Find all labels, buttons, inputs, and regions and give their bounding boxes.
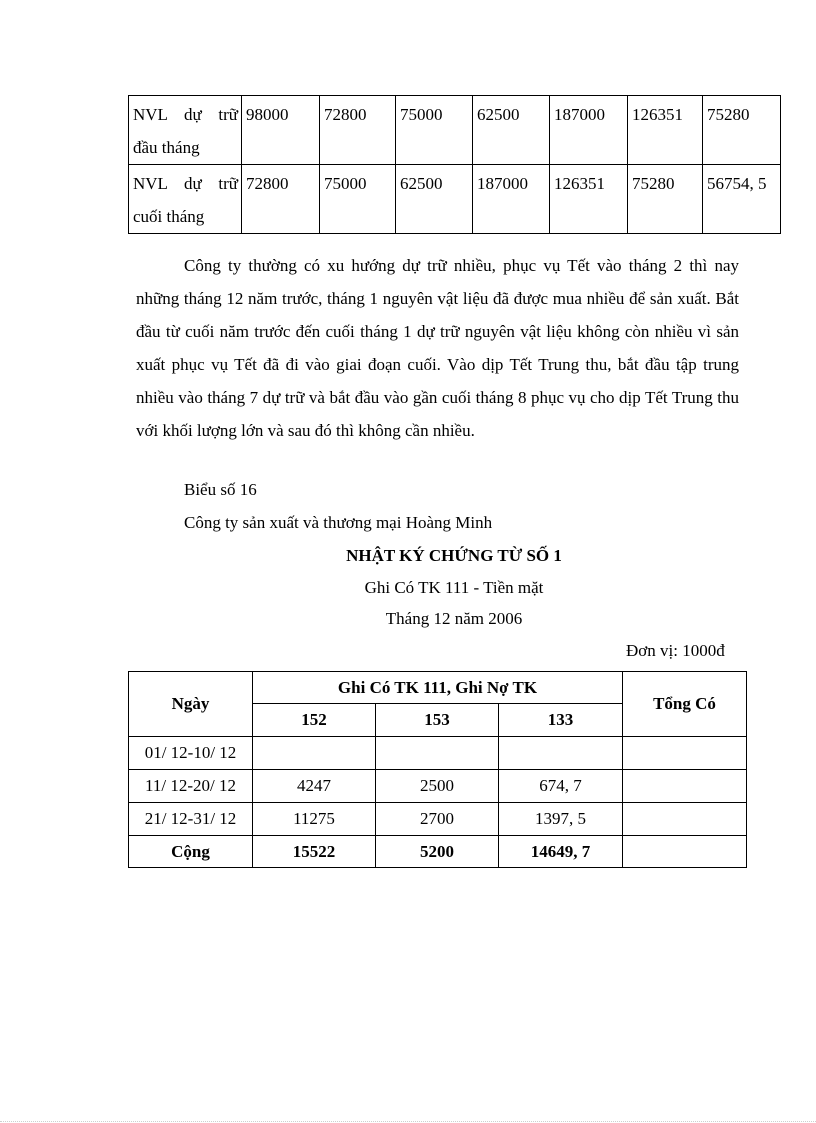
stock-cell: 62500	[473, 96, 550, 165]
stock-cell: 126351	[628, 96, 703, 165]
row-date: 01/ 12-10/ 12	[129, 737, 253, 770]
row-total	[623, 770, 747, 803]
row-152: 4247	[253, 770, 376, 803]
stock-cell: 75280	[628, 165, 703, 234]
stock-cell: 72800	[242, 165, 320, 234]
journal-header-row	[129, 672, 747, 704]
stock-cell: 98000	[242, 96, 320, 165]
stock-cell: 62500	[396, 165, 473, 234]
stock-row-closing	[129, 165, 781, 234]
stock-row-label: NVL dự trữ đầu tháng	[129, 96, 242, 165]
table-row	[129, 770, 747, 803]
stock-cell: 75000	[320, 165, 396, 234]
stock-cell: 75280	[703, 96, 781, 165]
header-group: Ghi Có TK 111, Ghi Nợ TK	[253, 672, 623, 704]
table-caption: Biểu số 16	[184, 480, 257, 499]
stock-cell: 56754, 5	[703, 165, 781, 234]
journal-period: Tháng 12 năm 2006	[385, 609, 523, 628]
header-133: 133	[499, 704, 623, 737]
sum-label: Cộng	[129, 836, 253, 868]
page-bottom-rule	[0, 1121, 816, 1122]
body-paragraph-text: Công ty thường có xu hướng dự trữ nhiều, phục vụ Tết vào tháng 2 thì nay những tháng 12 năm trước, tháng 1 nguyên vật liệu đã được mua nhiều để sản xuất. Bắt đầu từ cuối năm trước đến cuối tháng 1 dự trữ nguyên vật liệu không còn nhiều vì sản xuất phục vụ Tết đã đi vào giai đoạn cuối. Vào dịp Tết Trung thu, bắt đầu tập trung nhiều vào tháng 7 dự trữ và bắt đầu vào gần cuối tháng 8 phục vụ cho dịp Tết Trung thu với khối lượng lớn và sau đó thì không cần nhiều.	[136, 256, 739, 440]
stock-cell: 72800	[320, 96, 396, 165]
row-date: 21/ 12-31/ 12	[129, 803, 253, 836]
row-total	[623, 737, 747, 770]
stock-row-opening	[129, 96, 781, 165]
row-133: 674, 7	[499, 770, 623, 803]
header-date: Ngày	[129, 672, 253, 737]
row-153	[376, 737, 499, 770]
sum-152: 15522	[253, 836, 376, 868]
row-date: 11/ 12-20/ 12	[129, 770, 253, 803]
body-paragraph	[136, 249, 739, 447]
sum-133: 14649, 7	[499, 836, 623, 868]
stock-cell: 187000	[550, 96, 628, 165]
header-total: Tổng Có	[623, 672, 747, 737]
row-152: 11275	[253, 803, 376, 836]
journal-subtitle: Ghi Có TK 111 - Tiền mặt	[364, 578, 544, 597]
company-name: Công ty sản xuất và thương mại Hoàng Minh	[184, 513, 493, 532]
stock-cell: 187000	[473, 165, 550, 234]
stock-row-label: NVL dự trữ cuối tháng	[129, 165, 242, 234]
stock-table	[128, 95, 781, 234]
row-133	[499, 737, 623, 770]
row-153: 2700	[376, 803, 499, 836]
sum-153: 5200	[376, 836, 499, 868]
header-152: 152	[253, 704, 376, 737]
table-row	[129, 737, 747, 770]
row-153: 2500	[376, 770, 499, 803]
journal-table	[128, 671, 747, 868]
unit-label: Đơn vị: 1000đ	[626, 641, 725, 660]
row-152	[253, 737, 376, 770]
table-row	[129, 803, 747, 836]
stock-cell: 126351	[550, 165, 628, 234]
sum-total	[623, 836, 747, 868]
journal-title: NHẬT KÝ CHỨNG TỪ SỐ 1	[346, 546, 562, 565]
row-133: 1397, 5	[499, 803, 623, 836]
header-153: 153	[376, 704, 499, 737]
row-total	[623, 803, 747, 836]
sum-row	[129, 836, 747, 868]
stock-cell: 75000	[396, 96, 473, 165]
